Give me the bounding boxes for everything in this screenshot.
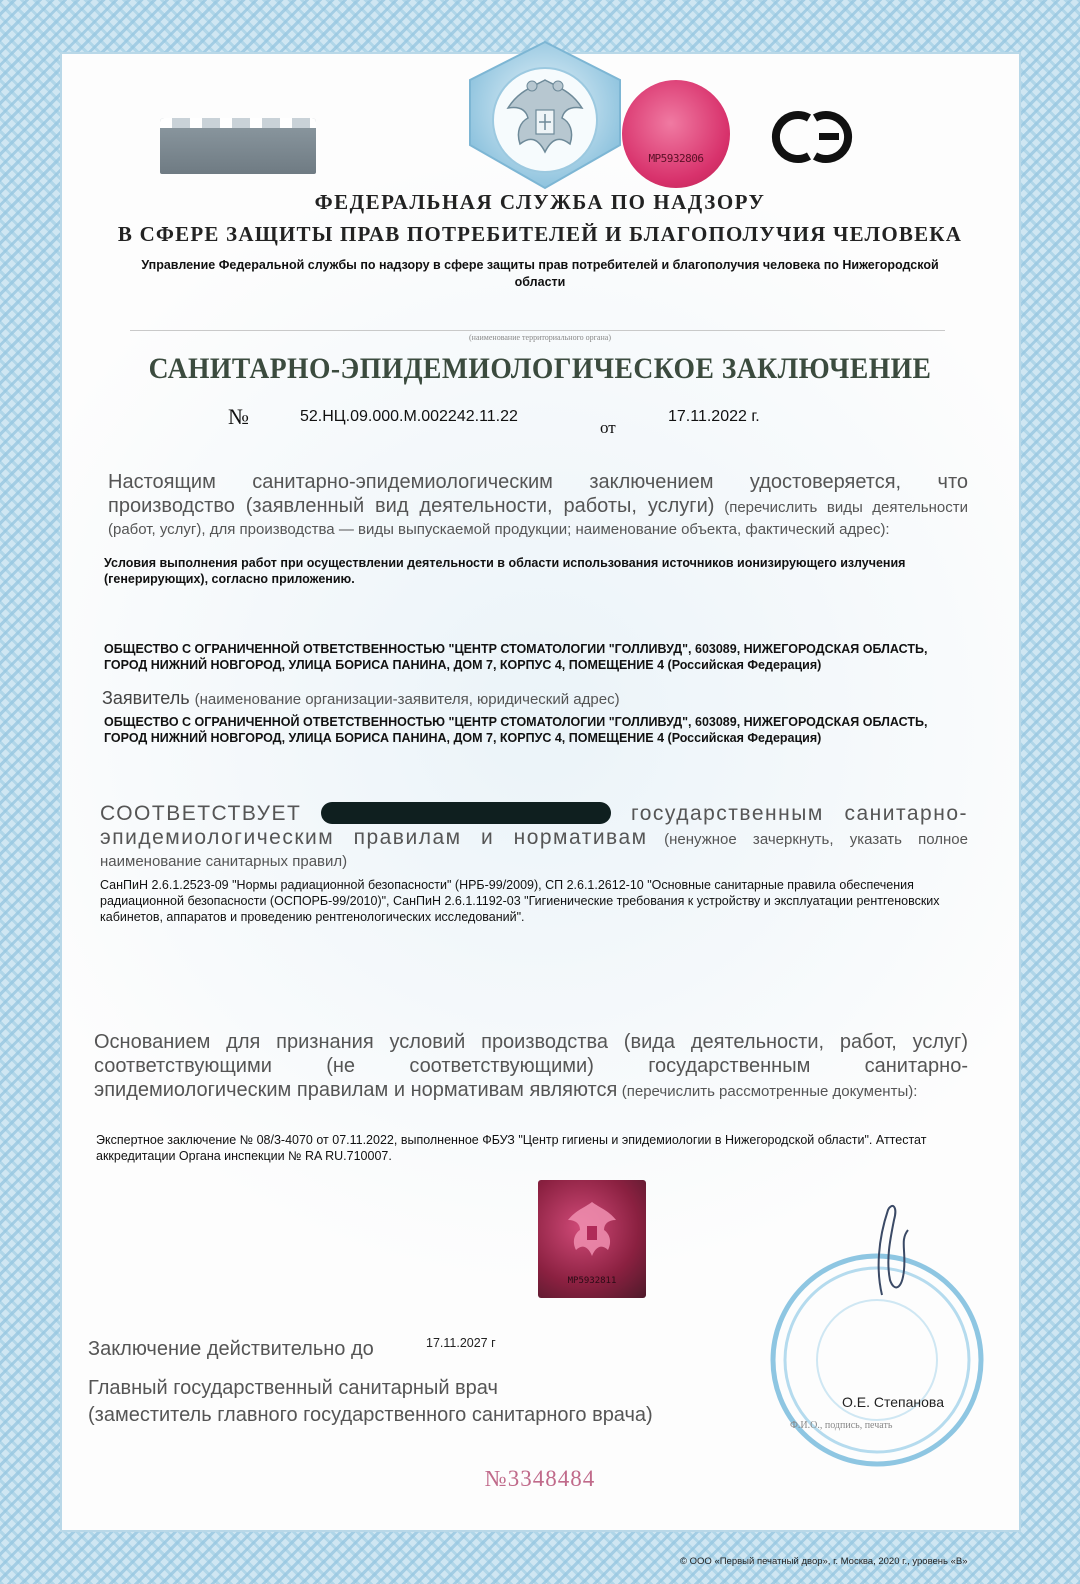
official-title-alt: (заместитель главного государственного санитарного врача) (88, 1404, 653, 1426)
conformity-paragraph (100, 802, 968, 873)
redaction-mark (321, 802, 611, 824)
agency-name-line2: В СФЕРЕ ЗАЩИТЫ ПРАВ ПОТРЕБИТЕЛЕЙ И БЛАГОПОЛУЧИЯ ЧЕЛОВЕКА (117, 222, 963, 246)
number-sign: № (228, 404, 249, 429)
intro-hint: (перечислить виды деятельности (работ, услуг), для производства — виды выпускаемой продукции; наименование объекта, фактический адрес): (108, 499, 968, 538)
eagle-icon (562, 1198, 622, 1260)
activity-text: Условия выполнения работ при осуществлении деятельности в области использования источников ионизирующего излучения (генерирующих), согласно приложению. (104, 556, 906, 586)
coat-of-arms-icon (460, 40, 630, 190)
applicant-label-row (102, 688, 620, 709)
territorial-department: Управление Федеральной службы по надзору в сфере защиты прав потребителей и благополучия человека по Нижегородской области (141, 258, 939, 289)
basis-documents-text: Экспертное заключение № 08/3-4070 от 07.11.2022, выполненное ФБУЗ "Центр гигиены и эпидемиологии в Нижегородской области". Аттестат аккредитации Органа инспекции № RA RU.710007. (96, 1133, 927, 1163)
conformity-hint: (ненужное зачеркнуть, указать полное наименование санитарных правил) (100, 831, 968, 870)
conformity-word: СООТВЕТСТВУЕТ (100, 802, 302, 825)
signer-caption: Ф.И.О., подпись, печать (790, 1420, 893, 1431)
signer-name: О.Е. Степанова (842, 1394, 944, 1410)
department-caption: (наименование территориального органа) (469, 333, 611, 342)
applicant-hint: (наименование организации-заявителя, юридический адрес) (194, 691, 620, 708)
applicant-text: ОБЩЕСТВО С ОГРАНИЧЕННОЙ ОТВЕТСТВЕННОСТЬЮ "ЦЕНТР СТОМАТОЛОГИИ "ГОЛЛИВУД", 603089, НИЖЕГОРОДСКАЯ ОБЛАСТЬ, ГОРОД НИЖНИЙ НОВГОРОД, УЛИЦА БОРИСА ПАНИНА, ДОМ 7, КОРПУС 4, ПОМЕЩЕНИЕ 4 (Российская Федерация) (104, 715, 928, 745)
hologram-code: МР5932811 (567, 1276, 617, 1286)
basis-text: Основанием для признания условий производства (вида деятельности, работ, услуг) соответствующими (не соответствующими) государственным санитарно-эпидемиологическим правилам и нормативам являются (94, 1031, 968, 1101)
document-title: САНИТАРНО-ЭПИДЕМИОЛОГИЧЕСКОЕ ЗАКЛЮЧЕНИЕ (148, 352, 932, 385)
validity-label: Заключение действительно до (88, 1338, 374, 1360)
object-text: ОБЩЕСТВО С ОГРАНИЧЕННОЙ ОТВЕТСТВЕННОСТЬЮ "ЦЕНТР СТОМАТОЛОГИИ "ГОЛЛИВУД", 603089, НИЖЕГОРОДСКАЯ ОБЛАСТЬ, ГОРОД НИЖНИЙ НОВГОРОД, УЛИЦА БОРИСА ПАНИНА, ДОМ 7, КОРПУС 4, ПОМЕЩЕНИЕ 4 (Российская Федерация) (104, 642, 928, 672)
validity-date: 17.11.2027 г (426, 1336, 496, 1350)
blank-serial-number: №3348484 (484, 1466, 596, 1491)
hologram-sticker (538, 1180, 646, 1298)
security-stamp (622, 80, 730, 188)
intro-paragraph (108, 470, 968, 541)
signature-icon (862, 1200, 922, 1300)
basis-hint: (перечислить рассмотренные документы): (621, 1083, 918, 1100)
applicant-label: Заявитель (102, 688, 190, 708)
document-date: 17.11.2022 г. (668, 408, 760, 425)
sanitary-rules-text: СанПиН 2.6.1.2523-09 "Нормы радиационной безопасности" (НРБ-99/2009), СП 2.6.1.2612-10 "Основные санитарные правила обеспечения радиационной безопасности (ОСПОРБ-99/2010)", СанПиН 2.6.1.1192-03 "Гигиенические требования к устройству и эксплуатации рентгеновских кабинетов, аппаратов и проведению рентгенологических исследований". (100, 878, 940, 924)
barcode-strip (160, 118, 316, 174)
conformity-text: государственным санитарно-эпидемиологическим правилам и нормативам (100, 802, 968, 849)
printer-imprint: © ООО «Первый печатный двор», г. Москва, 2020 г., уровень «В» (680, 1556, 968, 1567)
agency-name-line1: ФЕДЕРАЛЬНАЯ СЛУЖБА ПО НАДЗОРУ (314, 190, 766, 214)
basis-paragraph (94, 1030, 968, 1103)
stamp-code: МР5932806 (648, 152, 704, 165)
se-logo-icon (765, 108, 860, 166)
department-underline (130, 330, 945, 331)
date-prefix: от (600, 418, 616, 437)
intro-text: Настоящим санитарно-эпидемиологическим заключением удостоверяется, что производство (заявленный вид деятельности, работы, услуги) (108, 471, 968, 517)
official-title: Главный государственный санитарный врач (88, 1377, 498, 1399)
document-number: 52.НЦ.09.000.М.002242.11.22 (300, 408, 518, 425)
